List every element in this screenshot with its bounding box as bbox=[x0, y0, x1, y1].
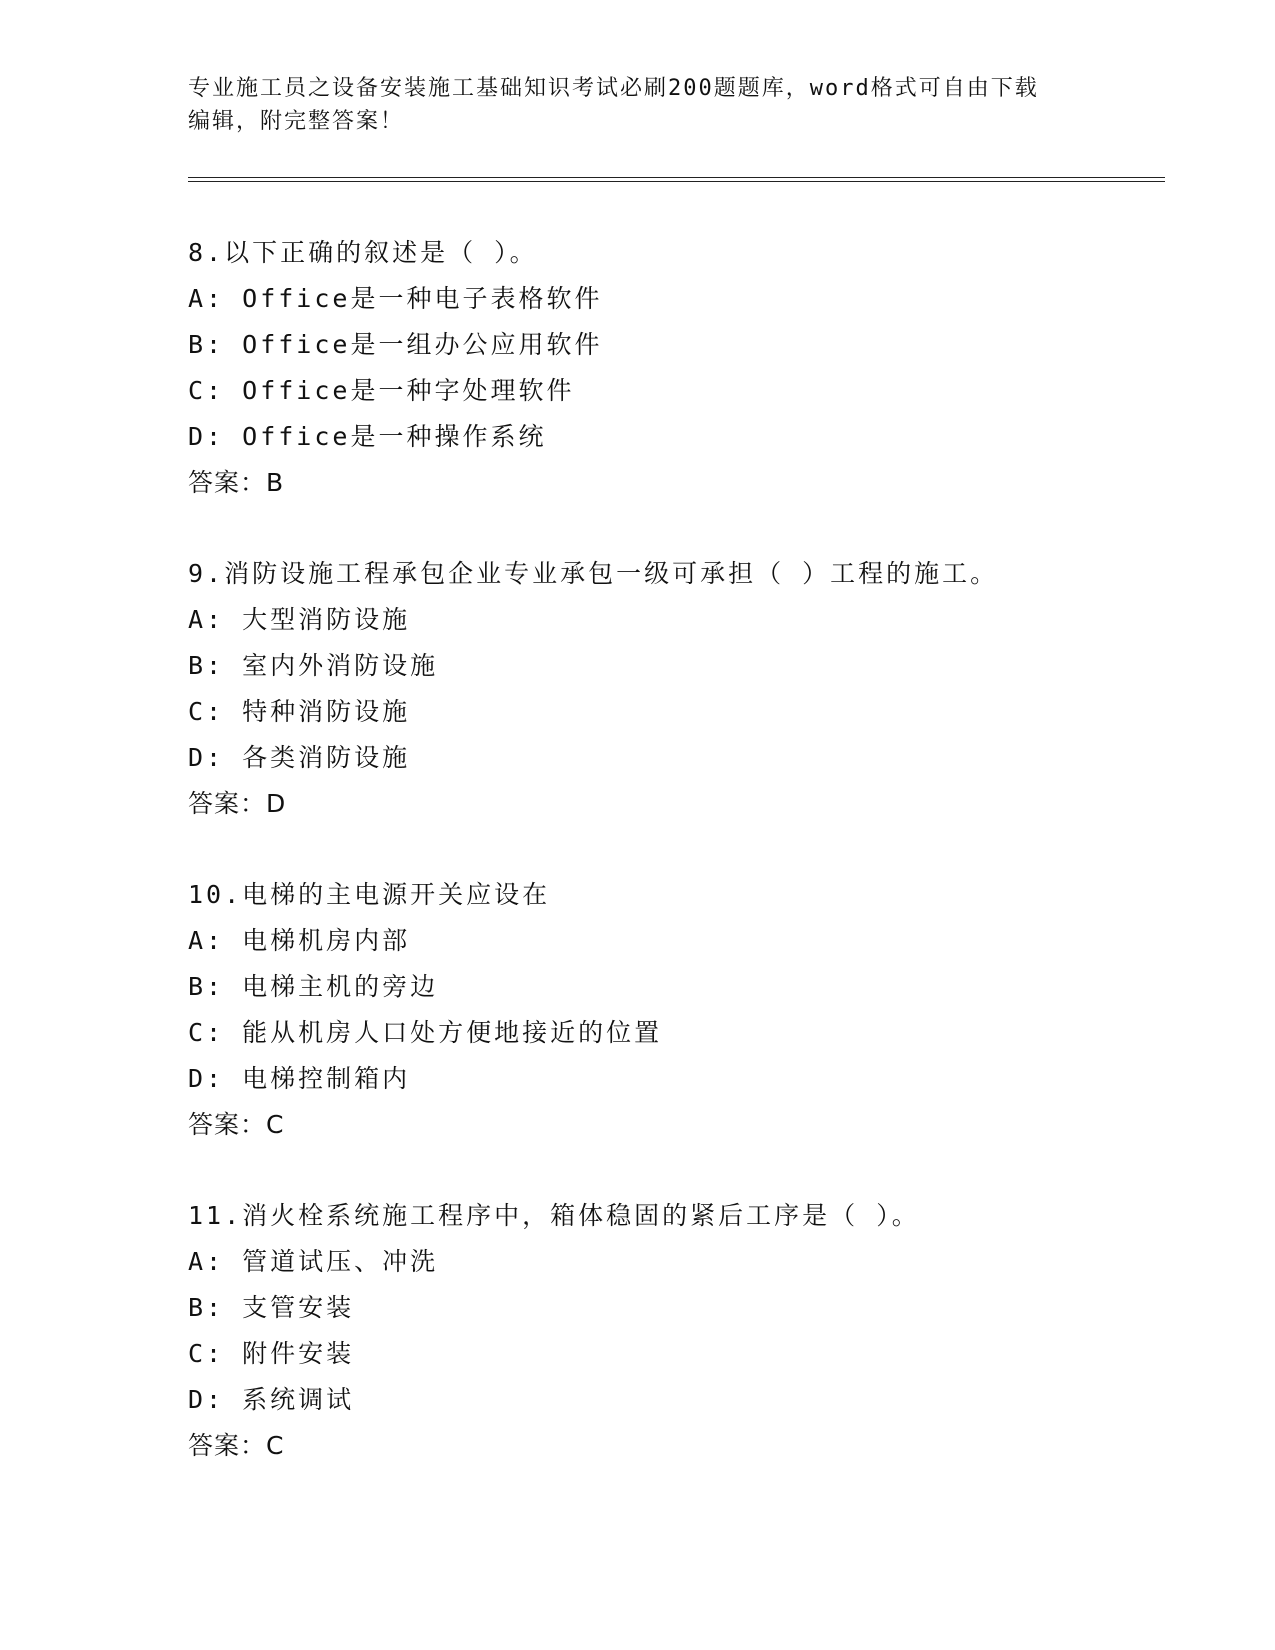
answer: 答案：C bbox=[188, 1431, 285, 1460]
option-c: C: 特种消防设施 bbox=[188, 697, 411, 726]
question-9 bbox=[188, 551, 1188, 827]
question-stem: 11.消火栓系统施工程序中，箱体稳固的紧后工序是（ ）。 bbox=[188, 1201, 920, 1230]
question-stem: 10.电梯的主电源开关应设在 bbox=[188, 880, 551, 909]
question-10 bbox=[188, 872, 1188, 1148]
option-b: B: Office是一组办公应用软件 bbox=[188, 330, 603, 359]
option-d: D: Office是一种操作系统 bbox=[188, 422, 547, 451]
option-b: B: 支管安装 bbox=[188, 1293, 355, 1322]
header-line-1: 专业施工员之设备安装施工基础知识考试必刷200题题库，word格式可自由下载 bbox=[188, 76, 1039, 101]
option-c: C: 能从机房人口处方便地接近的位置 bbox=[188, 1018, 663, 1047]
option-a: A: Office是一种电子表格软件 bbox=[188, 284, 603, 313]
answer: 答案：C bbox=[188, 1110, 285, 1139]
option-d: D: 电梯控制箱内 bbox=[188, 1064, 411, 1093]
answer: 答案：D bbox=[188, 789, 287, 818]
option-a: A: 大型消防设施 bbox=[188, 605, 411, 634]
option-a: A: 管道试压、冲洗 bbox=[188, 1247, 439, 1276]
question-stem: 8.以下正确的叙述是（ ）。 bbox=[188, 238, 538, 267]
question-11 bbox=[188, 1193, 1188, 1469]
option-d: D: 各类消防设施 bbox=[188, 743, 411, 772]
option-b: B: 室内外消防设施 bbox=[188, 651, 439, 680]
option-d: D: 系统调试 bbox=[188, 1385, 355, 1414]
option-c: C: Office是一种字处理软件 bbox=[188, 376, 575, 405]
question-8 bbox=[188, 230, 1188, 506]
question-stem: 9.消防设施工程承包企业专业承包一级可承担（ ）工程的施工。 bbox=[188, 559, 999, 588]
answer: 答案：B bbox=[188, 468, 285, 497]
option-b: B: 电梯主机的旁边 bbox=[188, 972, 439, 1001]
option-a: A: 电梯机房内部 bbox=[188, 926, 411, 955]
header-divider bbox=[188, 177, 1165, 182]
option-c: C: 附件安装 bbox=[188, 1339, 355, 1368]
header-line-2: 编辑，附完整答案！ bbox=[188, 109, 405, 134]
document-header bbox=[188, 72, 1088, 138]
